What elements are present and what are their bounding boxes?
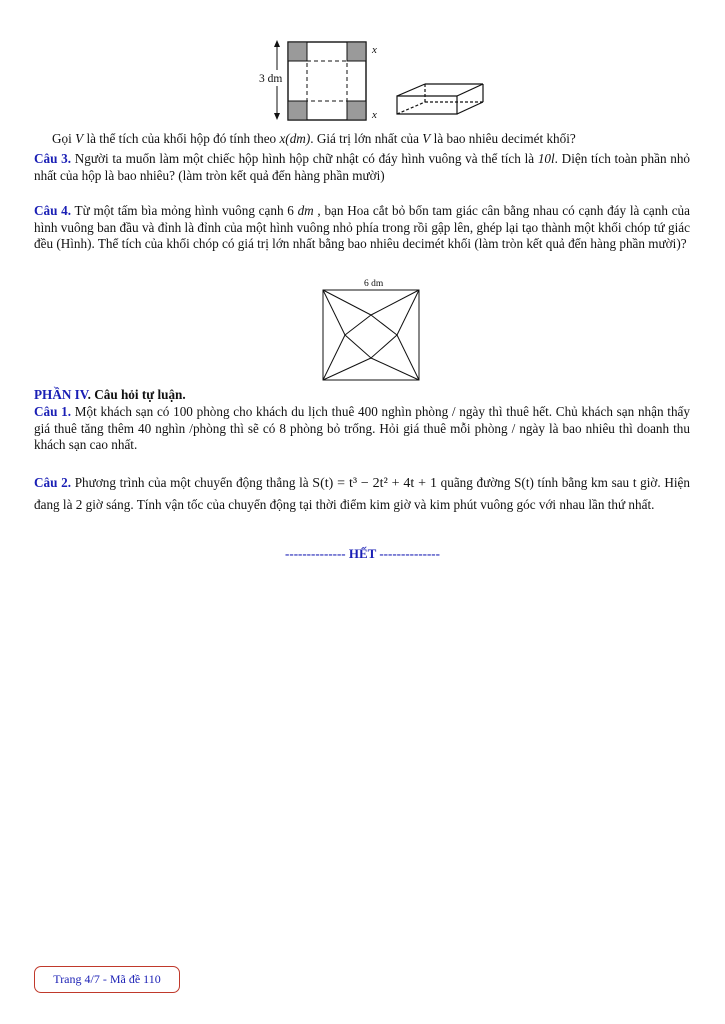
- fold-lines: [307, 61, 347, 101]
- box-net-figure: [255, 38, 495, 126]
- page-footer: Trang 4/7 - Mã đề 110: [34, 966, 180, 993]
- part-4-question-1: Câu 1. Một khách sạn có 100 phòng cho khách du lịch thuê 400 nghìn phòng / ngày thì thuê hết. Chủ khách sạn nhận thấy giá thuê tăng thêm 40 nghìn /phòng thì sẽ có 8 phòng bỏ trống. Hỏi giá thuê mỗi phòng / ngày là bao nhiêu thì doanh thu khách sạn cao nhất.: [34, 404, 691, 453]
- cut-corner: [347, 101, 366, 120]
- part-4-question-2-label: Câu 2.: [34, 475, 72, 490]
- square-pyramid-net-figure: [318, 275, 428, 385]
- cut-corner: [288, 101, 307, 120]
- x-label-top: x: [372, 44, 377, 56]
- inner-square: [345, 315, 397, 358]
- cut-corner: [288, 42, 307, 61]
- question-3: Câu 3. Người ta muốn làm một chiếc hộp hình hộp chữ nhật có đáy hình vuông và thể tích là 10l. Diện tích toàn phần nhỏ nhất của hộp là bao nhiêu? (làm tròn kết quả đến hàng phần mười): [34, 151, 691, 183]
- end-mark: -------------- HẾT --------------: [285, 546, 440, 561]
- dimension-label: 3 dm: [259, 73, 283, 85]
- part-4-question-2: Câu 2. Phương trình của một chuyển động thẳng là S(t) = t³ − 2t² + 4t + 1 quãng đường S(t) tính bằng km sau t giờ. Hiện đang là 2 giờ sáng. Tính vận tốc của chuyển động tại thời điểm kim giờ và kim phút vuông góc với nhau lần thứ nhất.: [34, 475, 690, 512]
- part-4-question-1-label: Câu 1.: [34, 404, 72, 419]
- question-3-label: Câu 3.: [34, 151, 72, 166]
- motion-formula: S(t) = t³ − 2t² + 4t + 1: [312, 476, 437, 491]
- open-box: [397, 84, 483, 114]
- x-label-bottom: x: [372, 109, 377, 121]
- part-4-heading: PHẦN IV. Câu hỏi tự luận.: [34, 387, 186, 402]
- outer-square: [323, 290, 419, 380]
- question-4: Câu 4. Từ một tấm bìa mỏng hình vuông cạnh 6 dm , bạn Hoa cắt bỏ bốn tam giác cân bằng nhau có cạnh đáy là cạnh của hình vuông ban đầu và đỉnh là đỉnh của một hình vuông nhỏ phía trong rồi gập lên, ghép lại tạo thành một khối chóp tứ giác đều (Hình). Thể tích của khối chóp có giá trị lớn nhất bằng bao nhiêu decimét khối (làm tròn kết quả đến hàng phần mười)?: [34, 203, 690, 252]
- question-4-label: Câu 4.: [34, 203, 72, 218]
- side-length-label: 6 dm: [364, 279, 384, 289]
- cut-corner: [347, 42, 366, 61]
- question-2-tail: Gọi V là thể tích của khối hộp đó tính theo x(dm). Giá trị lớn nhất của V là bao nhiêu decimét khối?: [52, 131, 576, 146]
